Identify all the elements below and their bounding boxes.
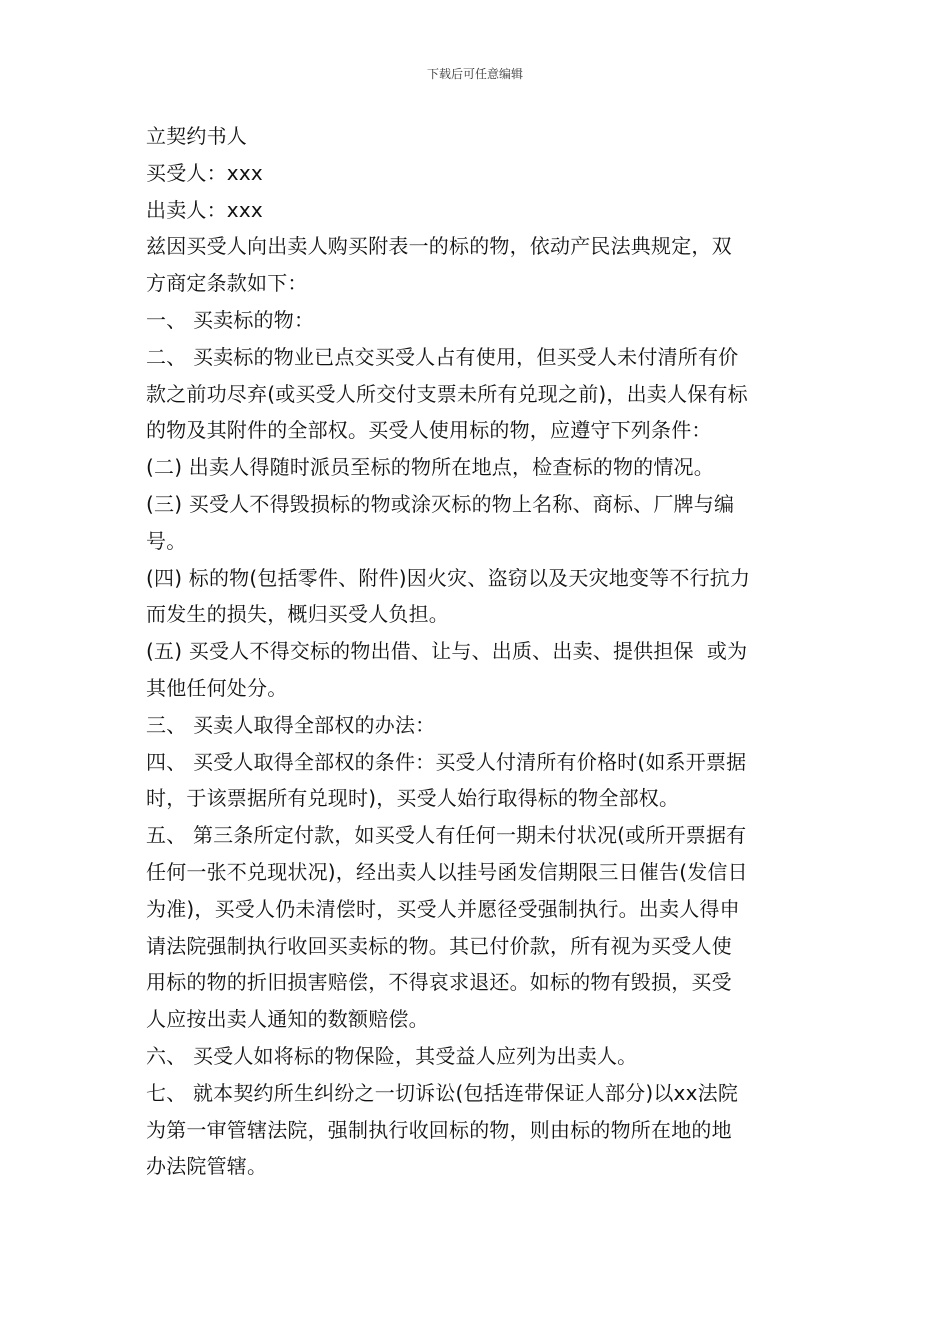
doc-line: 出卖人：xxx [146,197,263,222]
doc-line: 七、 就本契约所生纠纷之一切诉讼(包括连带保证人部分)以xx法院 [146,1080,739,1105]
doc-line: 办法院管辖。 [146,1154,268,1179]
doc-line: 为第一审管辖法院，强制执行收回标的物，则由标的物所在地的地 [146,1117,732,1142]
doc-line: 人应按出卖人通知的数额赔偿。 [146,1007,429,1032]
doc-line: 用标的物的折旧损害赔偿，不得哀求退还。如标的物有毁损，买受 [146,970,732,995]
doc-line: 六、 买受人如将标的物保险，其受益人应列为出卖人。 [146,1043,638,1068]
doc-line: 一、 买卖标的物： [146,307,315,332]
doc-line: 二、 买卖标的物业已点交买受人占有使用，但买受人未付清所有价 [146,344,739,369]
doc-line: 为准)，买受人仍未清偿时，买受人并愿径受强制执行。出卖人得申 [146,896,740,921]
doc-line: 请法院强制执行收回买卖标的物。其已付价款，所有视为买受人使 [146,933,732,958]
doc-line: 三、 买卖人取得全部权的办法： [146,712,436,737]
doc-line: 的物及其附件的全部权。买受人使用标的物，应遵守下列条件： [146,418,712,443]
doc-line: 买受人：xxx [146,160,263,185]
doc-line: (三) 买受人不得毁损标的物或涂灭标的物上名称、商标、厂牌与编 [146,491,735,516]
doc-line: 任何一张不兑现状况)，经出卖人以挂号函发信期限三日催告(发信日 [146,859,748,884]
doc-line: 兹因买受人向出卖人购买附表一的标的物，依动产民法典规定，双 [146,234,732,259]
doc-line: 时，于该票据所有兑现时)，买受人始行取得标的物全部权。 [146,786,680,811]
document-body [146,118,814,1185]
doc-line: 方商定条款如下： [146,271,308,296]
doc-line: 五、 第三条所定付款，如买受人有任何一期未付状况(或所开票据有 [146,823,747,848]
doc-line: 其他任何处分。 [146,675,288,700]
doc-line: 而发生的损失，概归买受人负担。 [146,602,449,627]
doc-line: 四、 买受人取得全部权的条件：买受人付清所有价格时(如系开票据 [146,749,747,774]
doc-line: 号。 [146,528,187,553]
doc-line: (五) 买受人不得交标的物出借、让与、出质、出卖、提供担保 或为 [146,639,748,664]
doc-line: (二) 出卖人得随时派员至标的物所在地点，检查标的物的情况。 [146,455,714,480]
doc-line: 款之前功尽弃(或买受人所交付支票未所有兑现之前)，出卖人保有标 [146,381,748,406]
page-header: 下载后可任意编辑 [426,67,523,81]
doc-line: 立契约书人 [146,124,247,148]
doc-line: (四) 标的物(包括零件、附件)因火灾、盗窃以及天灾地变等不行抗力 [146,565,751,590]
